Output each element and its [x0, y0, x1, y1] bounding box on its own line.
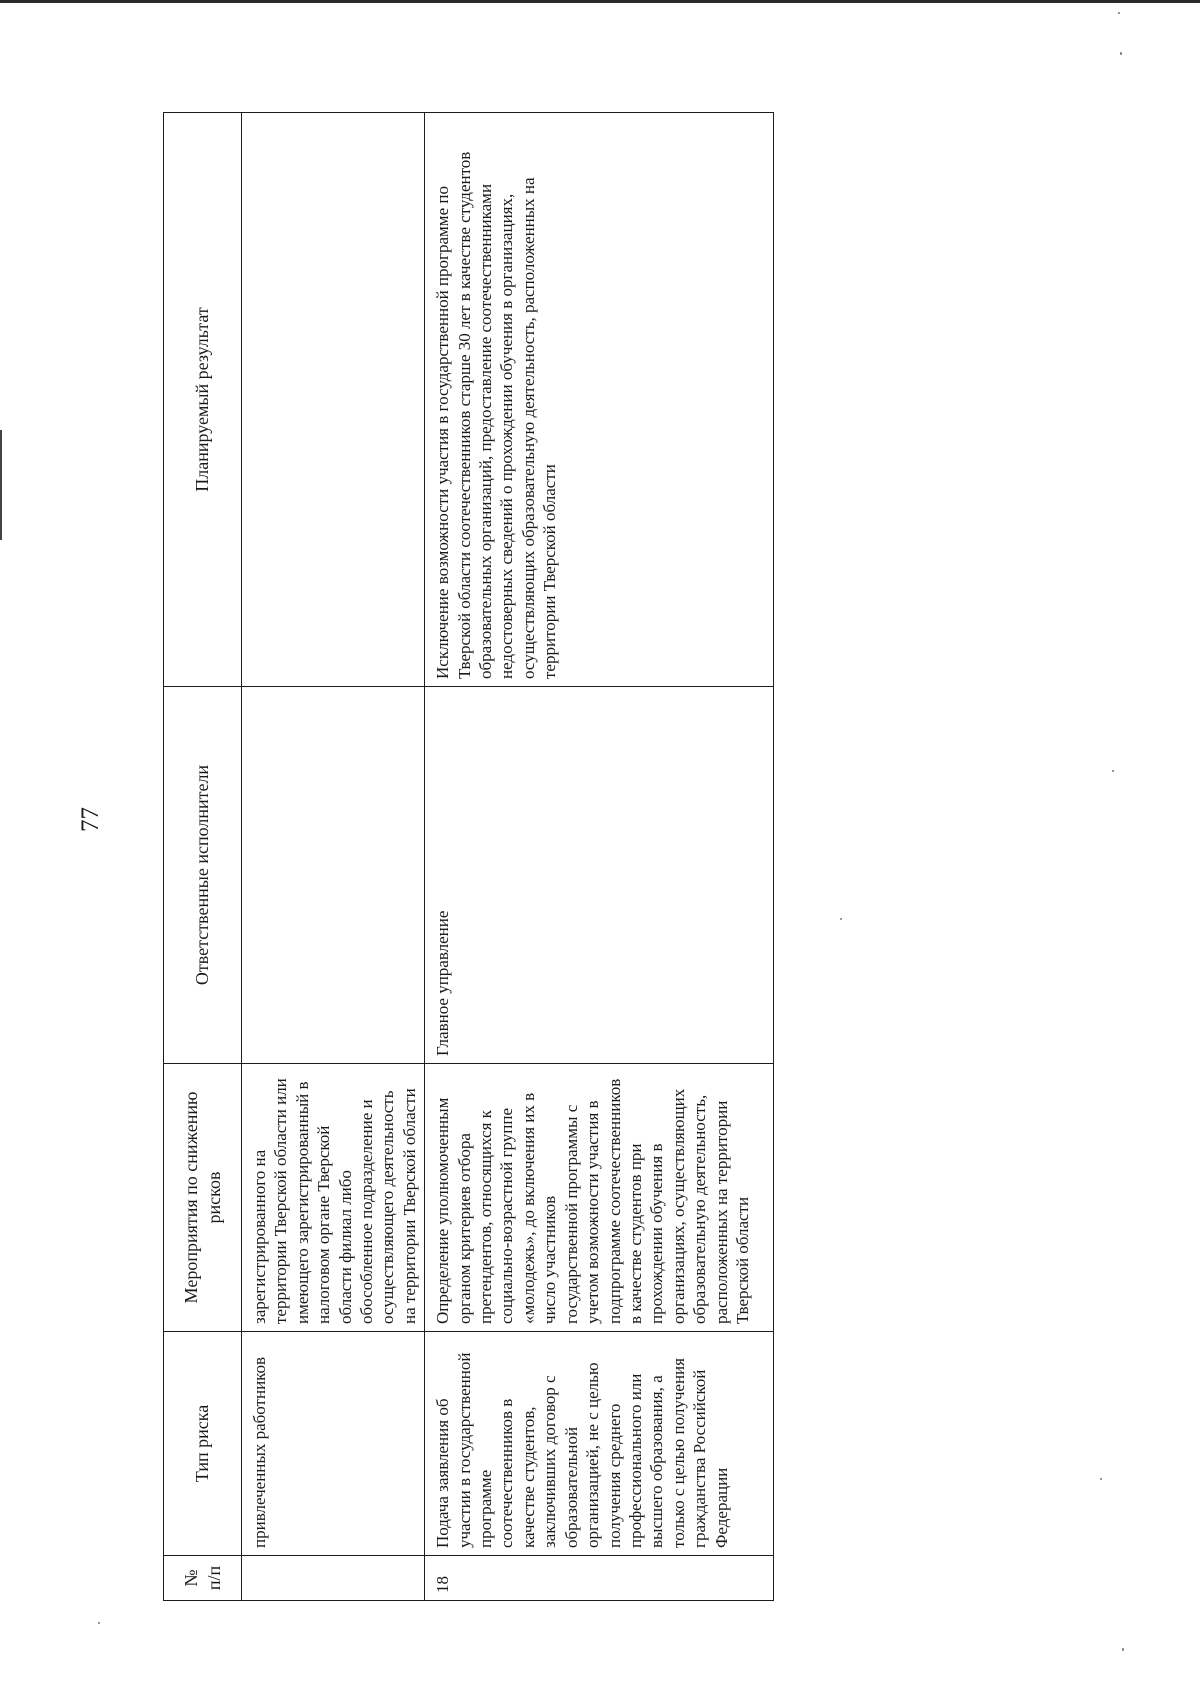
result-cell	[242, 113, 425, 687]
measures-cell: зарегистрированного на территории Тверской области или имеющего зарегистрированный в налоговом органе Тверской области филиал либо обособленное подразделение и осуществляющего деятельность на территории Тверской области	[242, 1064, 425, 1332]
result-cell: Исключение возможности участия в государственной программе по Тверской области соотечественников старше 30 лет в качестве студентов образовательных организаций, предоставление соотечественниками недостоверных сведений о прохождении обучения в организациях, осуществляющих образовательную деятельность, расположенных на территории Тверской области	[425, 113, 774, 687]
executors-cell	[242, 687, 425, 1064]
risk-type-cell: привлеченных работников	[242, 1332, 425, 1556]
scan-speck	[98, 1622, 100, 1624]
header-executors: Ответственные исполнители	[164, 687, 242, 1064]
executors-cell: Главное управление	[425, 687, 774, 1064]
scan-speck	[1122, 1648, 1124, 1651]
table-row	[425, 113, 774, 1601]
header-result: Планируемый результат	[164, 113, 242, 687]
risk-type-cell: Подача заявления об участии в государственной программе соотечественников в качестве студентов, заключивших договор с образовательной организацией, не с целью получения среднего профессионального или высшего образования, а только с целью получения гражданства Российской Федерации	[425, 1332, 774, 1556]
scan-speck	[840, 918, 842, 920]
scan-edge-left	[0, 430, 2, 540]
page-number: 77	[77, 807, 104, 832]
header-measures: Мероприятия по снижению рисков	[164, 1064, 242, 1332]
table-row	[242, 113, 425, 1601]
scan-speck	[1120, 52, 1122, 55]
risk-table-container	[163, 113, 774, 1601]
scan-edge-top	[0, 0, 1200, 3]
header-num: № п/п	[164, 1556, 242, 1601]
scan-speck	[1100, 1478, 1102, 1480]
row-number: 18	[425, 1556, 774, 1601]
scan-speck	[1112, 770, 1114, 772]
scan-speck	[1118, 12, 1120, 14]
header-risk-type: Тип риска	[164, 1332, 242, 1556]
table-header-row	[164, 113, 242, 1601]
risk-table	[163, 112, 774, 1601]
row-number	[242, 1556, 425, 1601]
measures-cell: Определение уполномоченным органом критериев отбора претендентов, относящихся к социально-возрастной группе «молодежь», до включения их в число участников государственной программы с учетом возможности участия в подпрограмме соотечественников в качестве студентов при прохождении обучения в организациях, осуществляющих образовательную деятельность, расположенных на территории Тверской области	[425, 1064, 774, 1332]
